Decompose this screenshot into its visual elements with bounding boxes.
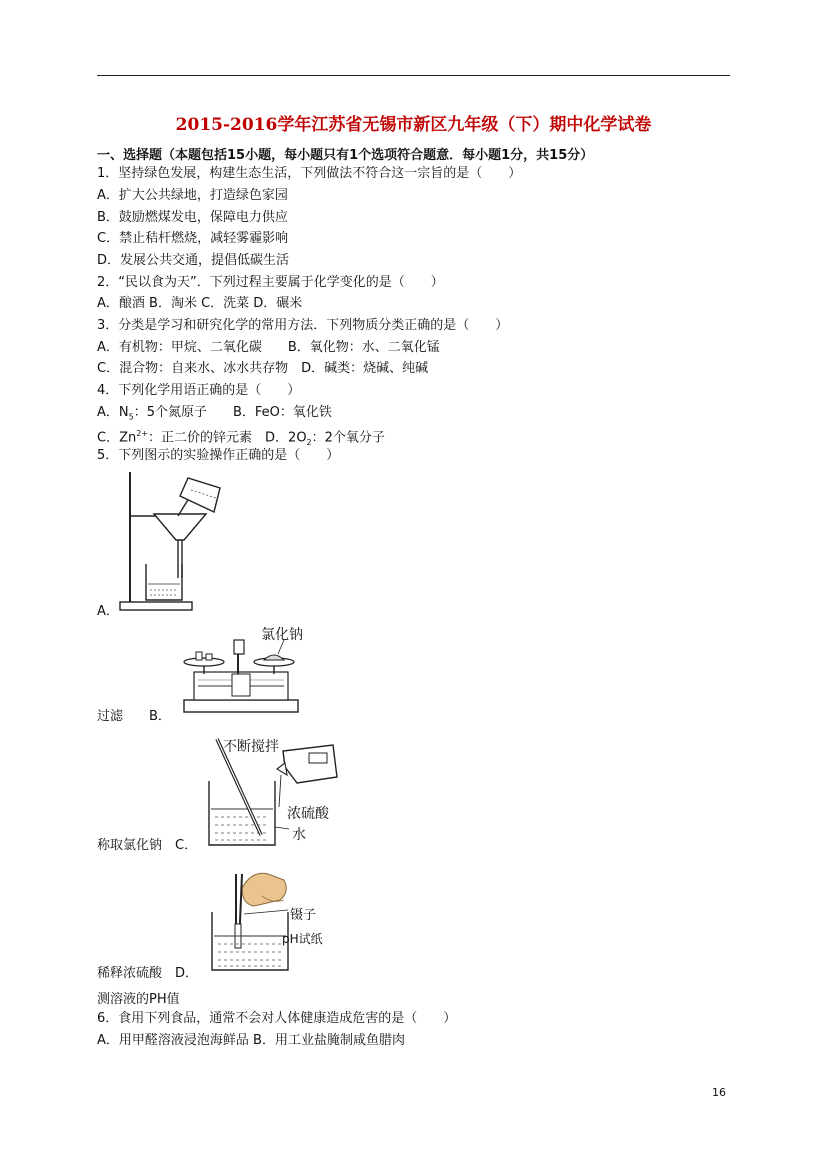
q1-option-d: D．发展公共交通，提倡低碳生活 (97, 253, 290, 268)
q2-options: A．酿酒 B．淘米 C．洗菜 D．碾米 (97, 296, 303, 311)
header-rule (97, 75, 730, 76)
fig-b-label-sodium-chloride: 氯化钠 (261, 627, 303, 643)
fig-c-caption: 稀释浓硫酸 D． (97, 966, 199, 981)
fig-c-label-stir: 不断搅拌 (223, 739, 279, 755)
section-heading: 一、选择题（本题包括15小题，每小题只有1个选项符合题意．每小题1分，共15分） (97, 148, 594, 163)
q1-option-a: A．扩大公共绿地，打造绿色家园 (97, 188, 288, 203)
paper-title: 2015-2016学年江苏省无锡市新区九年级（下）期中化学试卷 (175, 115, 652, 135)
q4-a-post: ：5个氮原子 B．FeO：氧化铁 (133, 405, 332, 420)
q4-a-sub: 5 (128, 412, 134, 422)
q4-a-pre: A．N (97, 405, 129, 420)
q4-c-sup: 2+ (136, 429, 149, 438)
q4-c-post: ：2个氧分子 (311, 430, 385, 446)
fig-b-caption: 称取氯化钠 C． (97, 838, 198, 853)
fig-d-label-tweezers: 镊子 (290, 908, 317, 923)
fig-a-caption: 过滤 B． (97, 709, 171, 724)
q3-options-ab: A．有机物：甲烷、二氧化碳 B．氧化物：水、二氧化锰 (97, 340, 440, 355)
q6-stem: 6．食用下列食品，通常不会对人体健康造成危害的是（ ） (97, 1011, 457, 1026)
q1-option-b: B．鼓励燃煤发电，保障电力供应 (97, 210, 288, 225)
fig-d-label-ph-paper: pH试纸 (282, 932, 323, 946)
q4-c-mid: ：正二价的锌元素 D．2O (148, 430, 307, 446)
q4-options-ab (97, 404, 332, 427)
q3-stem: 3．分类是学习和研究化学的常用方法．下列物质分类正确的是（ ） (97, 318, 509, 333)
q1-option-c: C．禁止秸杆燃烧，减轻雾霾影响 (97, 231, 289, 246)
q4-stem: 4．下列化学用语正确的是（ ） (97, 383, 301, 398)
q4-c-pre: C．Zn (97, 430, 137, 446)
figure-filtration (116, 466, 226, 616)
q1-stem: 1．坚持绿色发展，构建生态生活，下列做法不符合这一宗旨的是（ ） (97, 166, 522, 181)
q3-options-cd: C．混合物：自来水、冰水共存物 D．碱类：烧碱、纯碱 (97, 361, 429, 376)
fig-a-letter: A． (97, 604, 119, 619)
fig-d-caption: 测溶液的PH值 (97, 992, 180, 1007)
q6-options-ab: A．用甲醛溶液浸泡海鲜品 B．用工业盐腌制咸鱼腊肉 (97, 1033, 405, 1048)
q5-stem: 5．下列图示的实验操作正确的是（ ） (97, 448, 340, 463)
fig-c-label-water: 水 (292, 827, 306, 843)
q2-stem: 2．“民以食为天”．下列过程主要属于化学变化的是（ ） (97, 275, 444, 290)
q4-c-sub: 2 (306, 437, 312, 447)
page-number: 16 (712, 1086, 726, 1099)
fig-c-label-acid: 浓硫酸 (287, 806, 329, 822)
